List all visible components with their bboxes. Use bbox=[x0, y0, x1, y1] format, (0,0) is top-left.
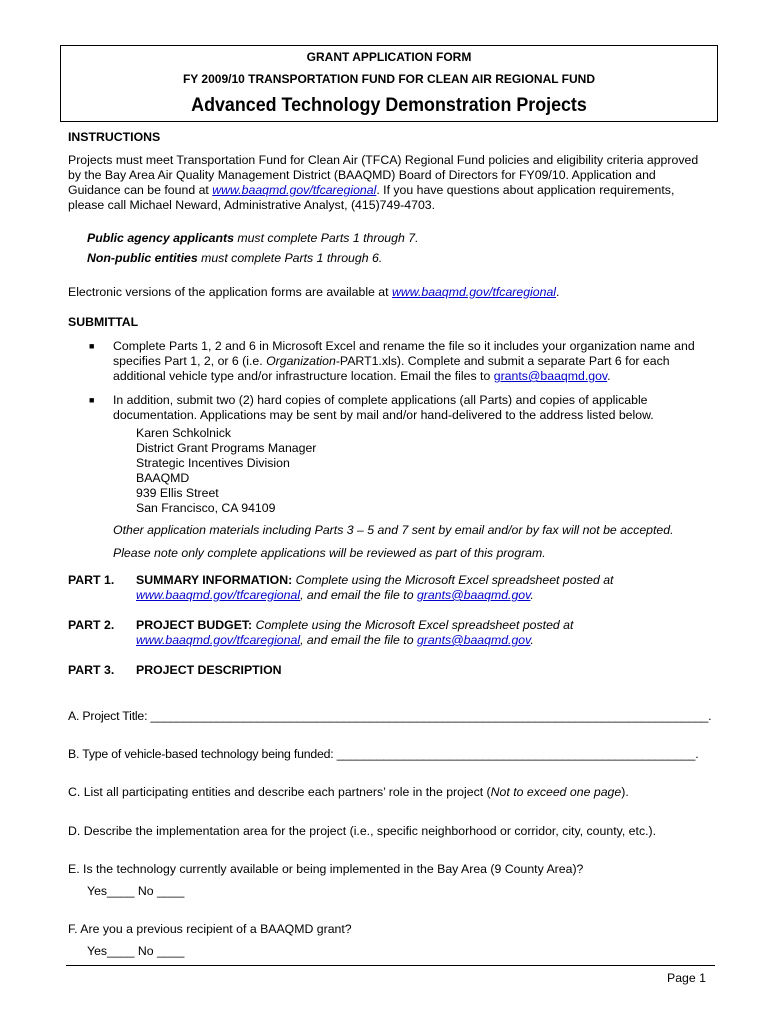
email-link[interactable]: grants@baaqmd.gov bbox=[416, 588, 531, 602]
tfca-link[interactable]: www.baaqmd.gov/tfcaregional bbox=[212, 183, 377, 197]
part1-label: PART 1. bbox=[68, 573, 115, 587]
part3-title: PROJECT DESCRIPTION bbox=[136, 663, 282, 677]
bullet-icon: ■ bbox=[89, 341, 95, 351]
text: -PART1.xls). Complete and submit a separate Part 6 for each bbox=[335, 354, 670, 368]
text: Non-public entities bbox=[87, 251, 198, 265]
bullet1-line-1: Complete Parts 1, 2 and 6 in Microsoft Excel and rename the file so it includes your organization name and bbox=[113, 339, 695, 353]
public-agency-note bbox=[87, 231, 418, 245]
part2-line-2 bbox=[136, 633, 534, 647]
part3-label: PART 3. bbox=[68, 663, 115, 677]
instructions-line-2: by the Bay Area Air Quality Management District (BAAQMD) Board of Directors for FY09/10. Application and bbox=[68, 168, 656, 182]
text: SUMMARY INFORMATION: bbox=[136, 573, 293, 587]
bullet2-line-2: documentation. Applications may be sent by mail and/or hand-delivered to the address listed below. bbox=[113, 408, 654, 422]
instructions-heading: INSTRUCTIONS bbox=[68, 130, 161, 144]
address-org: BAAQMD bbox=[136, 471, 190, 485]
text: Complete using the Microsoft Excel spreadsheet posted at bbox=[292, 573, 614, 587]
main-title: Advanced Technology Demonstration Projects bbox=[191, 95, 587, 116]
question-d: D. Describe the implementation area for the project (i.e., specific neighborhood or corridor, city, county, etc.). bbox=[68, 824, 657, 838]
text: . bbox=[530, 633, 534, 647]
bullet1-line-3 bbox=[113, 369, 611, 383]
submittal-note-2: Please note only complete applications will be reviewed as part of this program. bbox=[113, 546, 546, 560]
question-b[interactable]: B. Type of vehicle-based technology being funded: ______________________________________________________. bbox=[68, 747, 699, 761]
fund-title: FY 2009/10 TRANSPORTATION FUND FOR CLEAN AIR REGIONAL FUND bbox=[182, 72, 596, 86]
text: . bbox=[530, 588, 534, 602]
submittal-heading: SUBMITTAL bbox=[68, 315, 139, 329]
address-name: Karen Schkolnick bbox=[136, 426, 232, 440]
text: . bbox=[607, 369, 611, 383]
address-title: District Grant Programs Manager bbox=[136, 441, 317, 455]
electronic-versions bbox=[68, 285, 559, 299]
text: additional vehicle type and/or infrastructure location. Email the files to bbox=[113, 369, 494, 383]
question-f: F. Are you a previous recipient of a BAAQMD grant? bbox=[68, 922, 352, 936]
text: C. List all participating entities and describe each partners’ role in the project ( bbox=[68, 785, 491, 799]
part2-line-1 bbox=[136, 618, 573, 632]
text: Electronic versions of the application forms are available at bbox=[68, 285, 392, 299]
address-division: Strategic Incentives Division bbox=[136, 456, 290, 470]
text: Not to exceed one page bbox=[490, 785, 622, 799]
nonpublic-note bbox=[87, 251, 382, 265]
question-e: E. Is the technology currently available or being implemented in the Bay Area (9 County Area)? bbox=[68, 862, 584, 876]
bullet2-line-1: In addition, submit two (2) hard copies of complete applications (all Parts) and copies of applicable bbox=[113, 393, 648, 407]
tfca-link[interactable]: www.baaqmd.gov/tfcaregional bbox=[136, 633, 301, 647]
text: ). bbox=[621, 785, 629, 799]
instructions-line-1: Projects must meet Transportation Fund for Clean Air (TFCA) Regional Fund policies and eligibility criteria approved bbox=[68, 153, 699, 167]
text: Public agency applicants bbox=[87, 231, 234, 245]
email-link[interactable]: grants@baaqmd.gov bbox=[493, 369, 608, 383]
part1-line-1 bbox=[136, 573, 613, 587]
email-link[interactable]: grants@baaqmd.gov bbox=[416, 633, 531, 647]
tfca-link[interactable]: www.baaqmd.gov/tfcaregional bbox=[391, 285, 557, 299]
header-box bbox=[60, 45, 718, 122]
question-a[interactable]: A. Project Title: ____________________________________________________________________________________. bbox=[68, 709, 712, 723]
instructions-line-3 bbox=[68, 183, 674, 197]
tfca-link[interactable]: www.baaqmd.gov/tfcaregional bbox=[136, 588, 301, 602]
question-e-yes-no[interactable]: Yes____ No ____ bbox=[87, 884, 185, 898]
address-city: San Francisco, CA 94109 bbox=[136, 501, 276, 515]
text: Guidance can be found at bbox=[68, 183, 213, 197]
part2-label: PART 2. bbox=[68, 618, 115, 632]
footer-rule bbox=[66, 965, 715, 966]
text: must complete Parts 1 through 7. bbox=[233, 231, 419, 245]
bullet-icon: ■ bbox=[89, 395, 95, 405]
text: . If you have questions about application requirements, bbox=[376, 183, 675, 197]
text: . bbox=[556, 285, 560, 299]
text: , and email the file to bbox=[300, 588, 417, 602]
text: Organization bbox=[266, 354, 336, 368]
page-number: Page 1 bbox=[667, 971, 706, 985]
question-c bbox=[68, 785, 629, 799]
question-f-yes-no[interactable]: Yes____ No ____ bbox=[87, 944, 185, 958]
submittal-note-1: Other application materials including Parts 3 – 5 and 7 sent by email and/or by fax will not be accepted. bbox=[113, 523, 674, 537]
part1-line-2 bbox=[136, 588, 534, 602]
bullet1-line-2 bbox=[113, 354, 670, 368]
text: specifies Part 1, 2, or 6 (i.e. bbox=[113, 354, 267, 368]
address-street: 939 Ellis Street bbox=[136, 486, 219, 500]
text: Complete using the Microsoft Excel spreadsheet posted at bbox=[252, 618, 574, 632]
instructions-line-4: please call Michael Neward, Administrative Analyst, (415)749-4703. bbox=[68, 198, 436, 212]
text: PROJECT BUDGET: bbox=[136, 618, 253, 632]
form-title: GRANT APPLICATION FORM bbox=[306, 50, 472, 64]
text: must complete Parts 1 through 6. bbox=[197, 251, 383, 265]
text: , and email the file to bbox=[300, 633, 417, 647]
